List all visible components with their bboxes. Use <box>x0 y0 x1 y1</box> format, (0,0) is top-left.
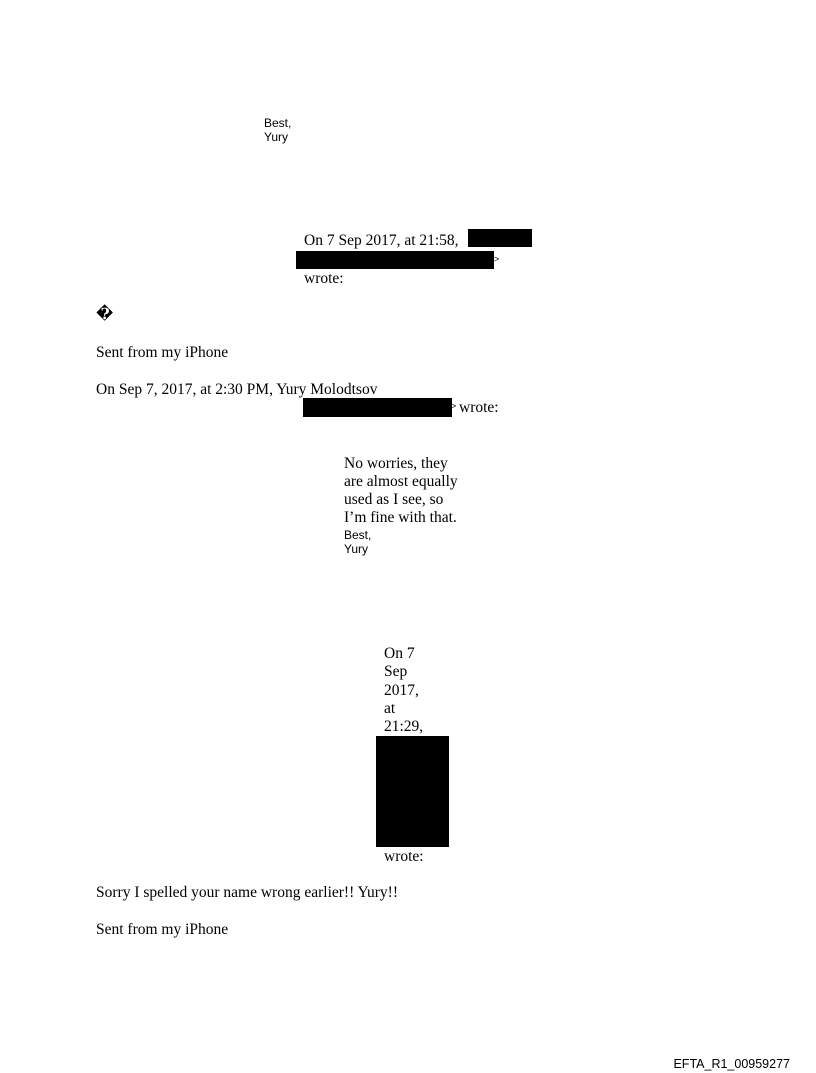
reply-line: are almost equally <box>344 473 458 490</box>
redaction-block <box>296 251 494 269</box>
quote-header-date: On 7 Sep 2017, at 21:58, <box>304 232 459 249</box>
signoff-best: Best, <box>264 116 292 130</box>
sent-from-signature: Sent from my iPhone <box>96 921 229 938</box>
quote-header-wrote: wrote: <box>459 399 499 416</box>
sent-from-signature: Sent from my iPhone <box>96 344 229 361</box>
signoff-name: Yury <box>344 542 369 556</box>
redaction-block <box>376 736 449 847</box>
signoff-name: Yury <box>264 130 289 144</box>
apology-message: Sorry I spelled your name wrong earlier!! Yury!! <box>96 884 399 901</box>
quote-header-line: 21:29, <box>384 718 424 735</box>
reply-line: No worries, they <box>344 455 448 472</box>
quote-header-wrote: wrote: <box>384 848 424 865</box>
reply-line: used as I see, so <box>344 491 444 508</box>
quote-header-line: Sep <box>384 663 408 680</box>
quote-header-line: On 7 <box>384 645 415 662</box>
redaction-block <box>468 229 532 247</box>
signoff-best: Best, <box>344 528 372 542</box>
reply-line: I’m fine with that. <box>344 509 457 526</box>
replacement-glyph: � <box>96 306 114 323</box>
document-id: EFTA_R1_00959277 <box>673 1057 790 1071</box>
quote-header-sender: On Sep 7, 2017, at 2:30 PM, Yury Molodtsov <box>96 381 378 398</box>
quote-header-fragment: > <box>494 254 500 264</box>
quote-header-line: 2017, <box>384 682 419 699</box>
quote-header-wrote: wrote: <box>304 270 344 287</box>
redaction-block <box>303 398 452 417</box>
quote-header-line: at <box>384 700 396 717</box>
quote-header-fragment: > <box>451 401 457 411</box>
